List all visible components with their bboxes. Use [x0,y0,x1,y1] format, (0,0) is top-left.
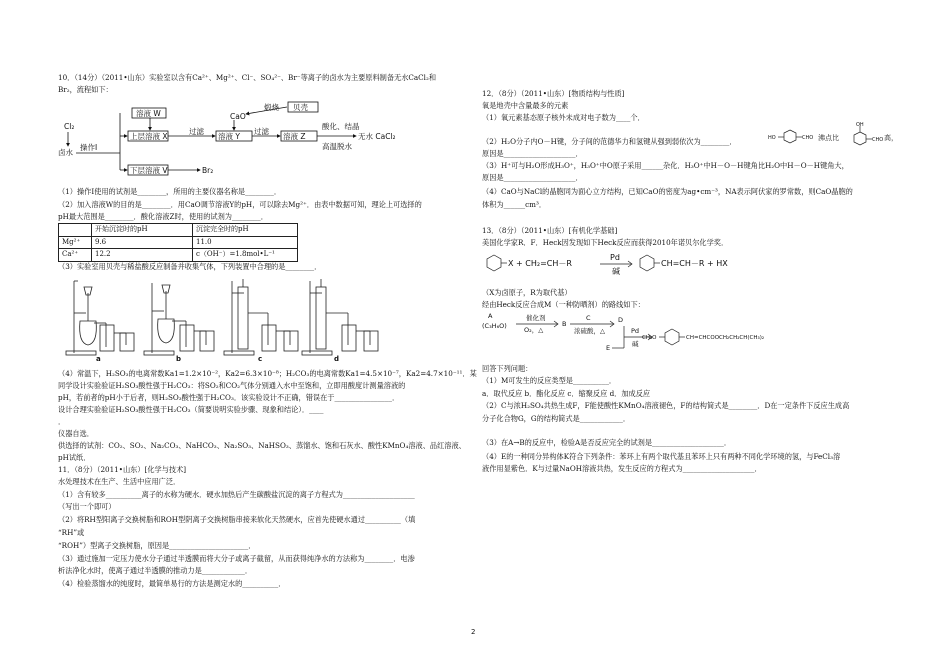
q12-part-4: （4）CaO与NaCl的晶胞同为面心立方结构，已知CaO的密度为ag•cm⁻³，NA表示阿伏家的罗常数，则CaO晶胞的 [482,187,853,196]
heck-rhs: CH=CH－R + HX [661,259,728,268]
q13-part-1: （1）M可发生的反应类型是__________． [482,376,617,385]
heck-catalyst-pd: Pd [610,253,620,262]
q13-note: （X为卤原子，R为取代基） [482,288,572,297]
route-step2-reagent: C [586,314,591,322]
hydroxybenzaldehyde-structures [768,122,898,150]
q10-part-4-line-7: 供选择的试剂：CO₂、SO₂、Na₂CO₃、NaHCO₃、Na₂SO₃、NaHSO₃、蒸馏水、饱和石灰水、酸性KMnO₄溶液、品红溶液、 [58,441,466,450]
apparatus-label-d: d [334,355,340,363]
route-step1-conditions: O₂，△ [524,326,544,334]
q12-part-3: （3）H⁺可与H₂O形成H₃O⁺，H₃O⁺中O原子采用______杂化．H₃O⁺中H－O－H键角比H₂O中H－O－H键角大， [482,161,849,170]
q12-boiling-compare: 沸点比 [818,134,839,142]
flow-shell: 贝壳 [293,103,308,112]
flow-filter1: 过滤 [189,127,204,136]
page-number: 2 [471,628,476,636]
flow-brine: 卤水 [58,148,73,157]
flow-op1: 操作Ⅰ [80,143,98,152]
q10-stem-line-2: Br₂，流程如下： [58,85,113,94]
q12-part-3-reason: 原因是____________________． [482,173,583,182]
q10-part-3: （3）实验室用贝壳与稀盐酸反应制备并收集气体，下列装置中合理的是________． [58,262,322,271]
q12-higher: 高， [884,134,898,142]
flow-upper-x: 上层溶液 X [130,132,168,141]
flow-acidify: 酸化、结晶 [322,122,360,131]
q13-part-2a: （2）C与浓H₂SO₄共热生成F，F能使酸性KMnO₄溶液褪色，F的结构简式是________．D在一定条件下反应生成高 [482,401,850,410]
flow-calcine: 煅烧 [264,103,279,112]
flow-product: 无水 CaCl₂ [358,132,396,141]
table-row: 开始沉淀时的pH 沉淀完全时的pH [59,224,298,237]
route-a-label: A [488,312,493,320]
flow-lower-v: 下层溶液 V [130,166,168,175]
q10-flow-diagram [58,96,396,178]
route-d: D [618,316,624,324]
q13-route-intro: 经由Heck反应合成M（一种防晒剂）的路线如下： [482,300,645,309]
q10-part-4-line-8: pH试纸． [58,453,91,462]
q13-part-3: （3）在A→B的反应中，检验A是否反应完全的试剂是____________________． [482,438,732,447]
route-e-label: E [606,344,611,352]
q11-line-7: （3）通过施加一定压力使水分子通过半透膜而将大分子或离子截留，从而获得纯净水的方法称为________．电渗 [58,554,415,563]
ph-table [58,223,298,262]
q10-part-4-line-3: pH，若前者的pH小于后者，则H₂SO₃酸性强于H₂CO₃．该实验设计不正确，错误在于________________． [58,393,400,402]
route-step1-catalyst: 催化剂 [526,314,546,322]
q11-title: 11．（8分）（2011•山东）[化学与技术] [58,465,187,474]
heck-catalyst-base: 碱 [612,267,620,276]
flow-cao: CaO [230,112,246,121]
q12-part-2-reason: 原因是____________________． [482,149,583,158]
synthesis-route [482,308,812,358]
q11-line-9: （4）检验蒸馏水的纯度时，最简单易行的方法是测定水的__________． [58,579,286,588]
apparatus-label-a: a [96,355,101,363]
route-m-right: CH=CHCOOCH₂CH₂CH(CH₃)₂ [686,335,765,341]
q10-part-4-line-2: 同学设计实验验证H₂SO₃酸性强于H₂CO₃：将SO₂和CO₂气体分别通入水中至饱和，立即用酸度计测量溶液的 [58,381,406,390]
q12-line-1: 氧是地壳中含量最多的元素 [482,101,569,110]
q13-title: 13．（8分）（2011•山东）[有机化学基础] [482,226,618,235]
flow-br2: Br₂ [202,166,214,175]
route-pd: Pd [631,327,640,335]
route-b: B [562,320,567,328]
route-step2-conditions: 浓硫酸，△ [574,327,605,335]
table-row: Ca²⁺ 12.2 c（OH⁻）=1.8mol•L⁻¹ [59,249,298,262]
route-base: 碱 [632,340,639,348]
q10-part-2b: pH最大范围是________．酸化溶液Z时，使用的试剂为________． [58,212,268,221]
q10-part-4-line-4: 设计合理实验验证H₂SO₃酸性强于H₂CO₃（简要说明实验步骤、现象和结论）．____ [58,405,324,414]
apparatus-label-c: c [258,355,263,363]
q10-stem-line-1: 10．（14分）（2011•山东）实验室以含有Ca²⁺、Mg²⁺、Cl⁻、SO₄²⁻、Br⁻等离子的卤水为主要原料制备无水CaCl₂和 [58,73,437,82]
q13-part-1-options: a．取代反应 b．酯化反应 c．缩聚反应 d．加成反应 [482,389,651,398]
svg-text:CHO: CHO [802,135,814,141]
apparatus-label-b: b [176,355,182,363]
q13-part-2b: 分子化合物G，G的结构简式是____________． [482,414,631,423]
q11-line-3: （写出一个即可） [58,502,116,511]
q10-part-1: （1）操作Ⅰ使用的试剂是________，所用的主要仪器名称是________． [58,187,282,196]
q12-part-1: （1）氧元素基态原子核外未成对电子数为____个． [482,113,645,122]
flow-dehydrate: 高温脱水 [322,142,352,151]
q13-line-1: 美国化学家R．F．Heck因发现如下Heck反应而获得2010年诺贝尔化学奖． [482,238,729,247]
apparatus-figure [64,273,424,361]
q10-part-2a: （2）加入溶液W的目的是________．用CaO调节溶液Y的pH，可以除去Mg²⁺．由表中数据可知，理论上可选择的 [58,200,422,209]
route-a-formula: (C₃H₆O) [482,322,507,330]
flow-filter2: 过滤 [254,127,269,136]
heck-lhs: X + CH₂=CH－R [508,259,572,268]
flow-sol-z: 溶液 Z [283,132,306,141]
q11-line-4: （2）将RH型阳离子交换树脂和ROH型阴离子交换树脂串接来软化天然硬水，应首先使硬水通过__________（填 [58,515,416,524]
svg-text:CHO: CHO [872,137,884,143]
flow-sol-y: 溶液 Y [218,132,240,141]
q12-part-2: （2）H₂O分子内O－H键，分子间的范德华力和氢键从强到弱依次为________． [482,137,737,146]
flow-cl2: Cl₂ [64,122,75,131]
q10-part-4-line-1: （4）常温下，H₂SO₃的电离常数Ka1=1.2×10⁻²，Ka2=6.3×10⁻⁸；H₂CO₃的电离常数Ka1=4.5×10⁻⁷，Ka2=4.7×10⁻¹¹．某 [58,369,477,378]
q11-line-1: 水处理技术在生产、生活中应用广泛． [58,477,181,486]
q12-title: 12．（8分）（2011•山东）[物质结构与性质] [482,89,625,98]
table-row: Mg²⁺ 9.6 11.0 [59,236,298,249]
heck-reaction-scheme [482,248,782,278]
q10-part-4-line-5: ． [58,417,66,426]
q13-part-4a: （4）E的一种同分异构体K符合下列条件：苯环上有两个取代基且苯环上只有两种不同化学环境的氢，与FeCl₃溶 [482,452,841,461]
q12-part-4-volume: 体积为______cm³． [482,200,547,209]
q13-part-4b: 液作用显紫色．K与过量NaOH溶液共热，发生反应的方程式为____________________． [482,464,762,473]
svg-text:OH: OH [856,122,864,128]
q11-line-8: 析法净化水时，使离子通过半透膜的推动力是____________． [58,566,253,575]
q11-line-6: “ROH”）型离子交换树脂，原因是______________________． [58,541,256,550]
svg-text:HO: HO [768,135,776,141]
q13-answers-intro: 回答下列问题： [482,364,533,373]
q11-line-2: （1）含有较多__________离子的水称为硬水．硬水加热后产生碳酸盐沉淀的离子方程式为____________________ [58,490,415,499]
route-m-left: CH₃O [642,335,657,341]
flow-sol-w: 溶液 W [136,109,161,118]
q11-line-5: “RH”或 [58,528,85,537]
q10-part-4-line-6: 仪器自选． [58,429,94,438]
